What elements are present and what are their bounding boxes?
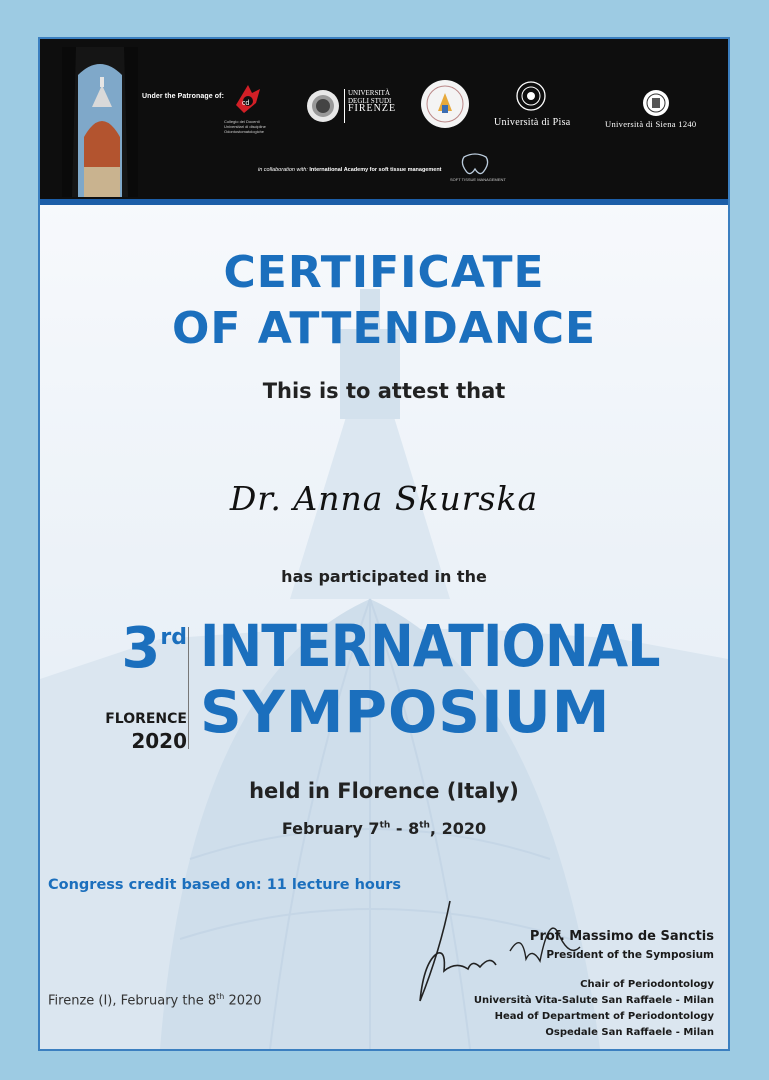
unifi-divider [344, 89, 345, 123]
date-end-suffix: th [419, 820, 430, 831]
event-title-line-1: INTERNATIONAL [200, 612, 660, 680]
signatory-detail-3: Head of Department of Periodontology [494, 1011, 714, 1022]
header-blue-band [40, 199, 728, 205]
edition-divider [188, 627, 189, 749]
issue-place-date [48, 992, 262, 1008]
unipi-name: Università di Pisa [494, 117, 571, 128]
signature-image [410, 881, 590, 1011]
collab-org: International Academy for soft tissue management [309, 167, 442, 173]
conference-seal-icon [420, 79, 470, 129]
svg-text:cd: cd [242, 100, 250, 107]
unifi-line3: FIRENZE [348, 103, 397, 114]
date-end: - 8 [390, 819, 420, 838]
event-dates [40, 819, 728, 838]
edition-suffix: rd [160, 625, 187, 650]
signatory-detail-2: Università Vita-Salute San Raffaele - Milan [473, 995, 714, 1006]
title-line-2: OF ATTENDANCE [171, 303, 597, 354]
conference-seal [420, 79, 470, 129]
issue-suffix: th [216, 992, 225, 1001]
date-start-suffix: th [379, 820, 391, 831]
issue-year: 2020 [224, 993, 262, 1009]
participated-text: has participated in the [281, 567, 487, 586]
signatory-detail-1: Chair of Periodontology [580, 979, 714, 990]
edition-block [95, 616, 187, 753]
cduo-emblem-icon [230, 83, 266, 117]
signatory-role: President of the Symposium [546, 949, 714, 961]
event-title-line-2: SYMPOSIUM [200, 678, 611, 746]
unisi-seal-icon [642, 89, 670, 117]
edition-number: 3 [121, 616, 161, 681]
cduo-caption: Collegio dei Docenti Universitari di discipline Odontostomatologiche [224, 119, 266, 134]
unifi-name [348, 89, 396, 113]
signatory-detail-4: Ospedale San Raffaele - Milan [545, 1027, 714, 1038]
istm-caption: SOFT TISSUE MANAGEMENT [450, 177, 506, 182]
signatory-name: Prof. Massimo de Sanctis [529, 929, 714, 944]
unisi-seal [642, 89, 670, 117]
cduo-logo [230, 83, 266, 117]
attest-text: This is to attest that [262, 379, 506, 403]
collaboration-line [258, 167, 442, 173]
recipient-name: Dr. Anna Skurska [229, 479, 539, 518]
edition-year: 2020 [131, 729, 187, 753]
issue-prefix: Firenze (I), February the 8 [48, 993, 217, 1009]
collab-prefix: in collaboration with: [258, 167, 308, 173]
title-line-1: CERTIFICATE [223, 247, 545, 298]
patronage-label: Under the Patronage of: [142, 93, 225, 100]
cathedral-window-photo [62, 47, 138, 197]
edition-city: FLORENCE [105, 711, 187, 727]
unifi-seal-icon [306, 89, 340, 123]
venue-text: held in Florence (Italy) [249, 779, 519, 803]
date-start: February 7 [281, 819, 380, 838]
credit-hours: Congress credit based on: 11 lecture hours [48, 877, 401, 893]
unifi-seal [306, 89, 340, 123]
unipi-seal-icon [516, 81, 546, 111]
date-year: , 2020 [429, 819, 487, 838]
unifi-line1: UNIVERSITÀ [348, 89, 390, 97]
unipi-seal [516, 81, 546, 111]
unifi-line2: DEGLI STUDI [348, 97, 392, 105]
unisi-name: Università di Siena 1240 [605, 119, 697, 129]
certificate-sheet [38, 37, 730, 1051]
